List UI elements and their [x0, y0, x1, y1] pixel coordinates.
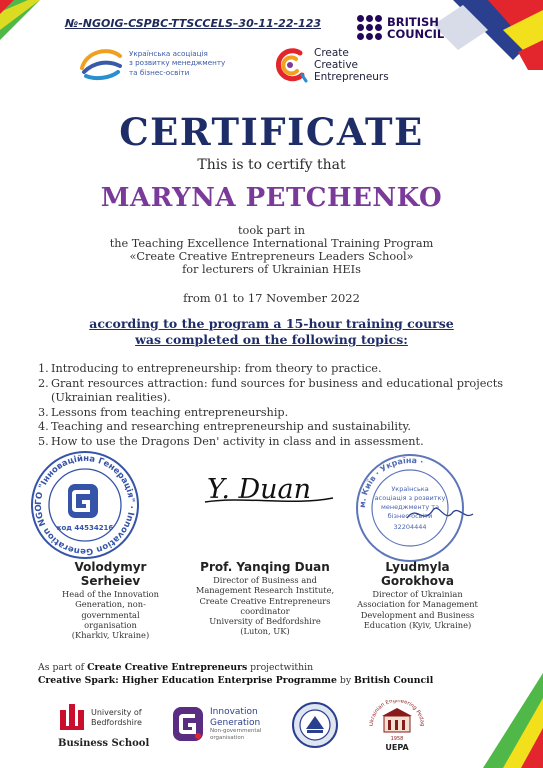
- uepa-ring-text: Ukrainian Engineering Pedag: [368, 700, 426, 727]
- project-attribution: [38, 662, 508, 687]
- right-stamp-inner-4: бізнес-освіти: [387, 512, 433, 520]
- signatory-left: [48, 560, 173, 640]
- attribution-text: projectwithin: [247, 662, 314, 673]
- british-council-logo: [357, 15, 444, 40]
- topic-item: [38, 377, 518, 406]
- signatory-name-line: Volodymyr: [74, 560, 147, 574]
- topic-number: 2.: [38, 376, 49, 390]
- program-line-4: for lecturers of Ukrainian HEIs: [182, 263, 361, 276]
- topic-number: 3.: [38, 405, 49, 419]
- ig-small-line-1: Non-governmental: [210, 728, 262, 734]
- topics-list: [38, 362, 518, 450]
- certify-line: This is to certify that: [197, 157, 346, 173]
- uaman-text-line-1: Українська асоціація: [129, 48, 208, 58]
- signature-text: Y. Duan: [207, 474, 312, 505]
- right-stamp-inner-1: Українська: [391, 485, 429, 493]
- british-council-line-1: BRITISH: [387, 14, 439, 29]
- certificate-number: №-NGOIG-CSPBC-TTSCCELS–30-11-22-123: [65, 17, 321, 30]
- signatory-name-line: Serheiev: [80, 574, 141, 588]
- british-council-line-2: COUNCIL: [387, 26, 445, 41]
- partner-logos: [0, 700, 543, 760]
- topic-text: Grant resources attraction: fund sources for business and educational projects (Ukrainian realities).: [51, 376, 504, 405]
- signatory-role-line: Association for Management: [357, 599, 478, 610]
- topic-item: [38, 420, 518, 435]
- topic-number: 5.: [38, 434, 49, 448]
- signatory-center: [185, 560, 345, 637]
- signatory-role-line: organisation: [84, 619, 137, 630]
- left-stamp-ring-text: ГО "Інноваційна Генерація" · Innovation Generation NGO: [33, 453, 137, 557]
- signatory-role-line: Generation, non-governmental: [75, 599, 146, 620]
- cce-text-line-2: Creative: [314, 59, 359, 71]
- uaman-text-line-2: з розвитку менеджменту: [129, 58, 226, 68]
- program-line-2: the Teaching Excellence International Training Program: [109, 237, 434, 250]
- topic-text: How to use the Dragons Den' activity in class and in assessment.: [51, 434, 424, 448]
- bedfordshire-emblem-icon: [58, 702, 88, 732]
- corner-decoration-top-left: [0, 0, 60, 60]
- cce-text-line-3: Entrepreneurs: [314, 71, 389, 83]
- right-stamp-inner-2: асоціація з розвитку: [374, 494, 446, 502]
- ig-text-line-1: Innovation: [210, 707, 258, 717]
- course-line-2: was completed on the following topics:: [135, 332, 408, 347]
- attribution-funder: British Council: [354, 674, 434, 686]
- signatory-name-line: Lyudmyla: [385, 560, 450, 574]
- ukrainian-association-logo: [78, 44, 259, 82]
- bedfordshire-text-line-2: Bedfordshire: [91, 717, 142, 727]
- program-line-3: «Create Creative Entrepreneurs Leaders School»: [129, 250, 414, 263]
- topic-number: 4.: [38, 420, 49, 434]
- topic-item: [38, 435, 518, 450]
- certificate-title: CERTIFICATE: [119, 110, 424, 154]
- uaman-text-line-3: та бізнес-освіти: [129, 67, 190, 77]
- signatory-role-line: Director of Ukrainian: [372, 589, 463, 599]
- cce-emblem-icon: [272, 45, 308, 85]
- innovation-generation-logo: [172, 706, 272, 751]
- business-school-label: Business School: [58, 738, 150, 749]
- attribution-project: Create Creative Entrepreneurs: [87, 662, 248, 673]
- signatory-role-line: Create Creative Entrepreneurs: [199, 595, 331, 606]
- attribution-text: As part of: [38, 662, 88, 673]
- corner-decoration-top-right: [433, 0, 543, 70]
- bedfordshire-text-line-1: University of: [91, 708, 142, 717]
- signatory-role-line: (Kharkiv, Ukraine): [71, 630, 150, 641]
- signatory-role-line: Development and Business: [360, 609, 475, 620]
- signatory-role-line: University of Bedfordshire: [209, 616, 321, 627]
- innovation-generation-stamp: [30, 450, 140, 560]
- signatory-role-line: (Luton, UK): [240, 626, 290, 637]
- program-description: [0, 224, 543, 276]
- course-line-1: according to the program a 15-hour training course: [89, 316, 454, 331]
- signatory-role-line: Management Research Institute,: [195, 585, 335, 596]
- university-of-bedfordshire-logo: [58, 700, 153, 755]
- program-line-1: took part in: [238, 224, 305, 237]
- topic-text: Lessons from teaching entrepreneurship.: [51, 405, 289, 419]
- signatory-name-line: Gorokhova: [381, 574, 454, 588]
- course-statement: [0, 316, 543, 348]
- ig-text-line-2: Generation: [210, 717, 261, 728]
- program-dates: from 01 to 17 November 2022: [183, 291, 360, 305]
- right-stamp-inner-5: 32204444: [393, 523, 427, 531]
- british-council-dots-icon: [357, 15, 382, 40]
- right-stamp-ring-text: м. Київ · Україна ·: [357, 455, 425, 509]
- signatory-role-line: Director of Business and: [213, 575, 317, 585]
- ukrainian-association-stamp: [355, 453, 465, 563]
- uaman-emblem-icon: [78, 44, 124, 82]
- uepa-label: UEPA: [385, 743, 409, 752]
- signature-mark: [203, 468, 338, 508]
- signatory-right: [350, 560, 485, 630]
- ig-small-line-2: organisation: [210, 734, 245, 741]
- recipient-name: MARYNA PETCHENKO: [100, 183, 443, 213]
- left-stamp-code: код 44534216: [56, 524, 114, 532]
- topic-item: [38, 406, 518, 421]
- attribution-programme: Creative Spark: Higher Education Enterprise Programme: [38, 674, 337, 686]
- uepa-logo: [362, 700, 432, 758]
- cce-text-line-1: Create: [314, 47, 349, 59]
- signatory-role-line: Head of the Innovation: [62, 589, 159, 599]
- signatory-role-line: coordinator: [240, 605, 290, 616]
- attribution-text: by: [336, 674, 355, 686]
- right-stamp-inner-3: менеджменту та: [380, 503, 440, 511]
- topic-text: Teaching and researching entrepreneurship and sustainability.: [51, 420, 411, 434]
- topic-text: Introducing to entrepreneurship: from theory to practice.: [51, 362, 382, 375]
- university-seal-logo: [292, 702, 338, 748]
- uepa-year: 1958: [390, 736, 404, 742]
- innovation-generation-icon: [172, 706, 204, 742]
- signatory-role-line: Education (Kyiv, Ukraine): [363, 619, 472, 630]
- create-creative-entrepreneurs-logo: [272, 45, 389, 85]
- signatory-name-line: Prof. Yanqing Duan: [200, 560, 330, 574]
- topic-number: 1.: [38, 362, 49, 375]
- topic-item: [38, 362, 518, 377]
